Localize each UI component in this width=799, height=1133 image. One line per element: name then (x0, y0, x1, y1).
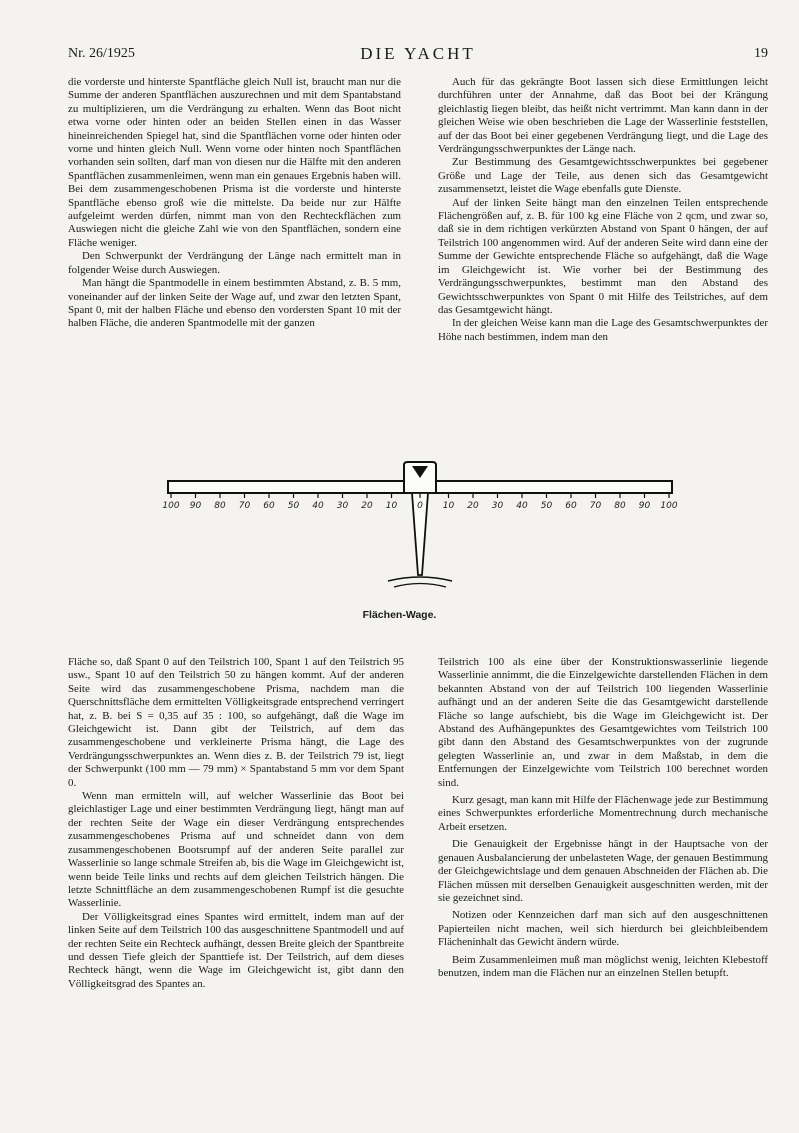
scale-label-right: 60 (565, 501, 577, 511)
scale-label-right: 80 (614, 501, 626, 511)
scale-label-right: 50 (540, 501, 553, 511)
page-number: 19 (754, 46, 768, 61)
scale-label-left: 100 (162, 501, 180, 511)
scale-label-left: 40 (312, 501, 324, 511)
scale-label-left: 30 (336, 501, 349, 511)
scale-label-left: 10 (385, 501, 398, 511)
paragraph: Zur Bestimmung des Gesamtgewichtsschwerpunktes bei gegebener Größe und Lage der Teile, aus denen sich das Gesamtgewicht zusammensetzt, leistet die Wage ebenfalls gute Dienste. (438, 156, 768, 196)
scale-label-right: 100 (660, 501, 678, 511)
column-bottom-right (438, 656, 768, 980)
column-top-right (438, 76, 768, 344)
scale-label-left: 90 (189, 501, 202, 511)
scale-label-right: 30 (491, 501, 504, 511)
magazine-title: DIE YACHT (360, 44, 476, 63)
scale-labels (162, 501, 677, 511)
scale-label-right: 90 (638, 501, 651, 511)
paragraph: Notizen oder Kennzeichen darf man sich auf den ausgeschnittenen Papierteilen nicht machen, weil sich hierdurch bei gleichbleibendem Flächeninhalt das Gewicht ändern würde. (438, 909, 768, 949)
scale-label-left: 80 (214, 501, 226, 511)
page-header (68, 44, 768, 68)
paragraph: Man hängt die Spantmodelle in einem bestimmten Abstand, z. B. 5 mm, voneinander auf der linken Seite der Wage auf, und zwar den letzten Spant, Spant 0, mit der halben Fläche und ebenso den vordersten Spant 10 mit der halben Fläche, die anderen Spantmodelle mit der ganzen (68, 277, 401, 330)
scale-label-left: 20 (361, 501, 373, 511)
column-bottom-left (68, 656, 404, 991)
figure-caption: Flächen-Wage. (362, 609, 437, 621)
balance-scale-figure (150, 455, 690, 605)
paragraph: In der gleichen Weise kann man die Lage des Gesamtschwerpunktes der Höhe nach bestimmen, indem man den (438, 317, 768, 343)
paragraph: Beim Zusammenleimen muß man möglichst wenig, leichten Klebestoff benutzen, indem man die Flächen nur an einzelnen Stellen betupft. (438, 953, 768, 979)
paragraph: Teilstrich 100 als eine über der Konstruktionswasserlinie liegende Wasserlinie annimmt, die die Einzelgewichte darstellenden Flächen in dem bekannten Abstand von der auf Teilstrich 100 liegenden Wasserlinie aufhängt und an der anderen Seite die das Gesamtgewicht darstellende Fläche so lange aufschiebt, bis die Wage im Gleichgewicht ist. Der Abstand des Aufhängepunktes des Gesamtgewichtes vom Teilstrich 100 gibt dann den Abstand des Gesamtschwerpunktes von der zugrunde gelegten Wasserlinie an, und zwar in dem Maßstab, in dem die Entfernungen der Einzelgewichte vom Teilstrich 100 berechnet worden sind. (438, 656, 768, 789)
paragraph: Der Völligkeitsgrad eines Spantes wird ermittelt, indem man auf der linken Seite auf dem Teilstrich 100 das ausgeschnittene Spantmodell und auf der rechten Seite ein Rechteck aufhängt, dessen Breite gleich der Spantbreite und dessen Tiefe gleich der Spanttiefe ist. Der Teilstrich, auf dem dieses Rechteck hängt, wenn die Wage im Gleichgewicht ist, gibt dann den Völligkeitsgrad des Spantes an. (68, 910, 404, 990)
scale-label-right: 70 (589, 501, 602, 511)
paragraph: Den Schwerpunkt der Verdrängung der Länge nach ermittelt man in folgender Weise durch Auswiegen. (68, 250, 401, 276)
paragraph: Fläche so, daß Spant 0 auf den Teilstrich 100, Spant 1 auf den Teilstrich 95 usw., Spant 10 auf den Teilstrich 50 zu hängen kommt. Auf der anderen Seite wird das zusammengeschobene Prisma, nachdem man die Querschnittsfläche dem ermittelten Völligkeitsgrade entsprechend verringert hat, z. B. bei S = 0,35 auf 35 : 100, so aufgehängt, daß die Wage im Gleichgewicht ist. Dann gibt der Teilstrich, auf dem das zusammengeschobene und verkleinerte Prisma hängt, die Lage des Verdrängungsschwerpunktes an. Wenn dies z. B. der Teilstrich 79 ist, liegt der Schwerpunkt (100 mm — 79 mm) × Spantabstand 5 mm vor dem Spant 0. (68, 656, 404, 789)
paragraph: Wenn man ermitteln will, auf welcher Wasserlinie das Boot bei gleichlastiger Lage und einer bestimmten Verdrängung liegt, hängt man auf der rechten Seite der Wage ein dieser Verdrängung entsprechendes zusammengeschobenes Prisma auf und schneidet dann von dem zusammengeschobenen Bootsrumpf auf der anderen Seite parallel zur Wasserlinie so lange schmale Streifen ab, bis die Wage im Gleichgewicht ist, wenn beide Teile links und rechts auf dem gleichen Teilstrich hängen. Die letzte Schnittfläche an dem zusammengeschobenen Rumpf ist die gesuchte Wasserlinie. (68, 790, 404, 910)
pointer-arc (394, 584, 446, 588)
paragraph: Kurz gesagt, man kann mit Hilfe der Flächenwage jede zur Bestimmung eines Schwerpunktes erforderliche Momentrechnung durch mechanische Arbeit ersetzen. (438, 794, 768, 833)
scale-label-right: 20 (467, 501, 479, 511)
balance-scale-drawing (150, 455, 690, 605)
scale-label-left: 50 (287, 501, 300, 511)
scale-label-right: 10 (442, 501, 455, 511)
paragraph: Auf der linken Seite hängt man den einzelnen Teilen entsprechende Flächengrößen auf, z. B. für 100 kg eine Fläche von 2 qcm, und zwar so, daß sie in dem richtigen verkürzten Abstand von Spant 0 hängen, der auf Teilstrich 100 angenommen wird. Auf der anderen Seite wird dann eine der Summe der Gewichte entsprechende Fläche so aufgehängt, daß die Wage im Gleichgewicht ist. Wie vorher bei der Bestimmung des Verdrängungsschwerpunktes, bestimmt man den Abstand des Gewichtsschwerpunktes von Spant 0 mit Hilfe des Teilstriches, auf dem das Gesamtgewicht hängt. (438, 196, 768, 316)
scale-label-right: 40 (516, 501, 528, 511)
scale-label-left: 70 (238, 501, 251, 511)
paragraph: Auch für das gekrängte Boot lassen sich diese Ermittlungen leicht durchführen unter der Annahme, daß das Boot bei der Krängung gleichlastig liegen bleibt, das heißt nicht vertrimmt. Man kann dann in der gleichen Weise wie oben beschrieben die Lage der Wasserlinie feststellen, auf der das Boot bei einer gegebenen Verdrängung liegt, und die Lage des Verdrängungsschwerpunktes der Länge nach. (438, 76, 768, 156)
issue-number: Nr. 26/1925 (68, 46, 135, 61)
column-top-left (68, 76, 401, 331)
pointer-arc (388, 577, 452, 581)
paragraph: Die Genauigkeit der Ergebnisse hängt in der Hauptsache von der genauen Ausbalancierung der unbelasteten Wage, der genauen Bestimmung der Gleichgewichtslage und dem genauen Abschneiden der Flächen ab. Die Flächen müssen mit derselben Genauigkeit ausgeschnitten werden, mit der sie gezeichnet sind. (438, 838, 768, 904)
scale-label-left: 60 (263, 501, 275, 511)
paragraph: die vorderste und hinterste Spantfläche gleich Null ist, braucht man nur die Summe der anderen Spantflächen auszurechnen und mit dem Spantabstand zu multiplizieren, um die Verdrängung zu erhalten. Wenn das Boot nicht etwa vorne oder hinten oder an beiden Stellen einen in das Wasser hineinreichenden Spiegel hat, sind die Spantflächen vorne oder hinten oder vorne und hinten gleich Null. Wenn vorne oder hinten noch Spantflächen vorhanden sein sollten, darf man von diesen nur die Hälfte mit den anderen Spantflächen zusammenleimen, wenn man ein genaues Ergebnis haben will. Bei dem zusammengeschobenen Prisma ist die vorderste und hinterste Spantfläche ebenso groß wie die mittelste. Da beide nur zur Hälfte aufgeleimt werden dürfen, nimmt man von den Rechteckflächen zum Auswiegen nicht die gleiche Zahl wie von den Spantflächen, sondern eine Fläche weniger. (68, 76, 401, 249)
scale-label-center: 0 (417, 501, 423, 511)
